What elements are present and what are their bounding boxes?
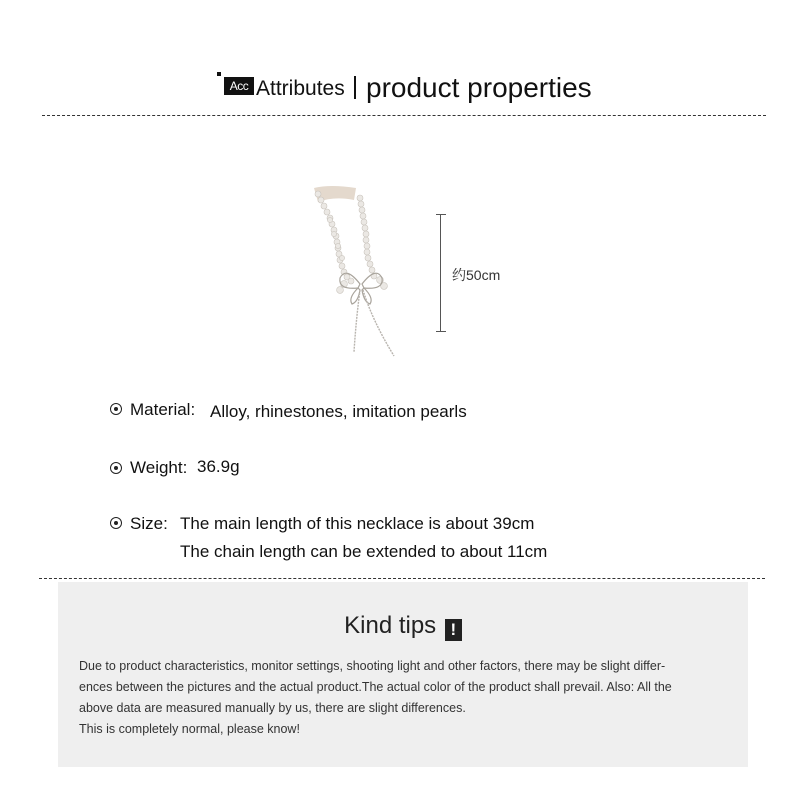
kind-tips-body — [79, 656, 731, 740]
header-separator — [354, 76, 356, 99]
header-attributes-label: Attributes — [256, 77, 345, 100]
header-dot-icon — [217, 72, 221, 76]
page-title: product properties — [366, 72, 592, 103]
spec-label: Material: — [130, 400, 196, 419]
bullet-icon — [110, 462, 122, 474]
tips-line: ences between the pictures and the actual product.The actual color of the product shall prevail. Also: All the — [79, 680, 672, 694]
bullet-icon — [110, 517, 122, 529]
spec-value-line-1: The main length of this necklace is about 39cm — [180, 514, 535, 533]
tips-line: This is completely normal, please know! — [79, 722, 300, 736]
spec-label: Weight: — [130, 458, 188, 477]
divider-top — [42, 115, 766, 116]
header-badge: Acc — [224, 77, 254, 95]
bullet-icon — [110, 403, 122, 415]
divider-middle — [39, 578, 765, 579]
necklace-image — [300, 180, 410, 360]
tips-line: Due to product characteristics, monitor settings, shooting light and other factors, there may be slight differ- — [79, 659, 666, 673]
kind-tips-title — [58, 612, 748, 641]
tips-line: above data are measured manually by us, there are slight differences. — [79, 701, 466, 715]
spec-value-line-2: The chain length can be extended to about 11cm — [180, 542, 548, 561]
section-header — [0, 66, 800, 106]
spec-value: Alloy, rhinestones, imitation pearls — [210, 402, 467, 421]
kind-tips-panel — [58, 582, 748, 767]
kind-tips-title-text: Kind tips — [344, 612, 437, 639]
exclamation-icon: ! — [445, 619, 462, 641]
length-measure-line — [436, 214, 446, 332]
length-measure-label: 约50cm — [452, 267, 501, 283]
spec-value: 36.9g — [197, 457, 240, 476]
spec-label: Size: — [130, 514, 168, 533]
